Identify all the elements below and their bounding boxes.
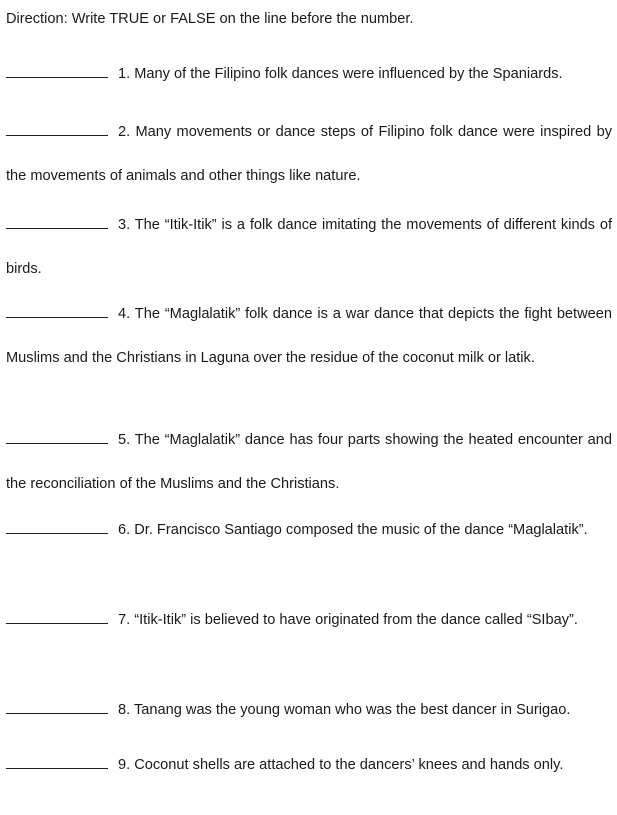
answer-blank-4[interactable] [6, 316, 108, 318]
question-5 [6, 418, 612, 506]
question-number-1: 1. [118, 66, 131, 82]
question-text-5: The “Maglalatik” dance has four parts showing the heated encounter and the reconciliation of the Muslims and the Christians. [6, 432, 612, 492]
question-8 [6, 688, 612, 732]
question-text-6: Dr. Francisco Santiago composed the music of the dance “Maglalatik”. [134, 522, 588, 538]
question-6 [6, 508, 612, 552]
question-text-9: Coconut shells are attached to the dancers’ knees and hands only. [134, 757, 564, 773]
question-7 [6, 598, 612, 642]
answer-blank-7[interactable] [6, 622, 108, 624]
question-number-9: 9. [118, 757, 131, 773]
question-number-7: 7. [118, 612, 131, 628]
question-3 [6, 203, 612, 291]
answer-blank-1[interactable] [6, 76, 108, 78]
question-text-3: The “Itik-Itik” is a folk dance imitating the movements of different kinds of birds. [6, 217, 612, 277]
question-1 [6, 52, 612, 96]
question-number-2: 2. [118, 124, 131, 140]
question-text-4: The “Maglalatik” folk dance is a war dance that depicts the fight between Muslims and the Christians in Laguna over the residue of the coconut milk or latik. [6, 306, 612, 366]
answer-blank-9[interactable] [6, 767, 108, 769]
answer-blank-8[interactable] [6, 712, 108, 714]
question-number-5: 5. [118, 432, 131, 448]
answer-blank-3[interactable] [6, 227, 108, 229]
question-2 [6, 110, 612, 198]
question-number-4: 4. [118, 306, 131, 322]
question-text-7: “Itik-Itik” is believed to have originated from the dance called “SIbay”. [134, 612, 578, 628]
question-number-3: 3. [118, 217, 131, 233]
question-number-6: 6. [118, 522, 131, 538]
direction-text: Direction: Write TRUE or FALSE on the line before the number. [6, 11, 414, 27]
question-4 [6, 292, 612, 380]
question-text-8: Tanang was the young woman who was the best dancer in Surigao. [133, 702, 571, 718]
answer-blank-5[interactable] [6, 442, 108, 444]
question-text-1: Many of the Filipino folk dances were influenced by the Spaniards. [134, 66, 563, 82]
answer-blank-2[interactable] [6, 134, 108, 136]
answer-blank-6[interactable] [6, 532, 108, 534]
question-text-2: Many movements or dance steps of Filipino folk dance were inspired by the movements of animals and other things like nature. [6, 124, 612, 184]
question-number-8: 8. [118, 702, 131, 718]
question-9 [6, 743, 612, 787]
